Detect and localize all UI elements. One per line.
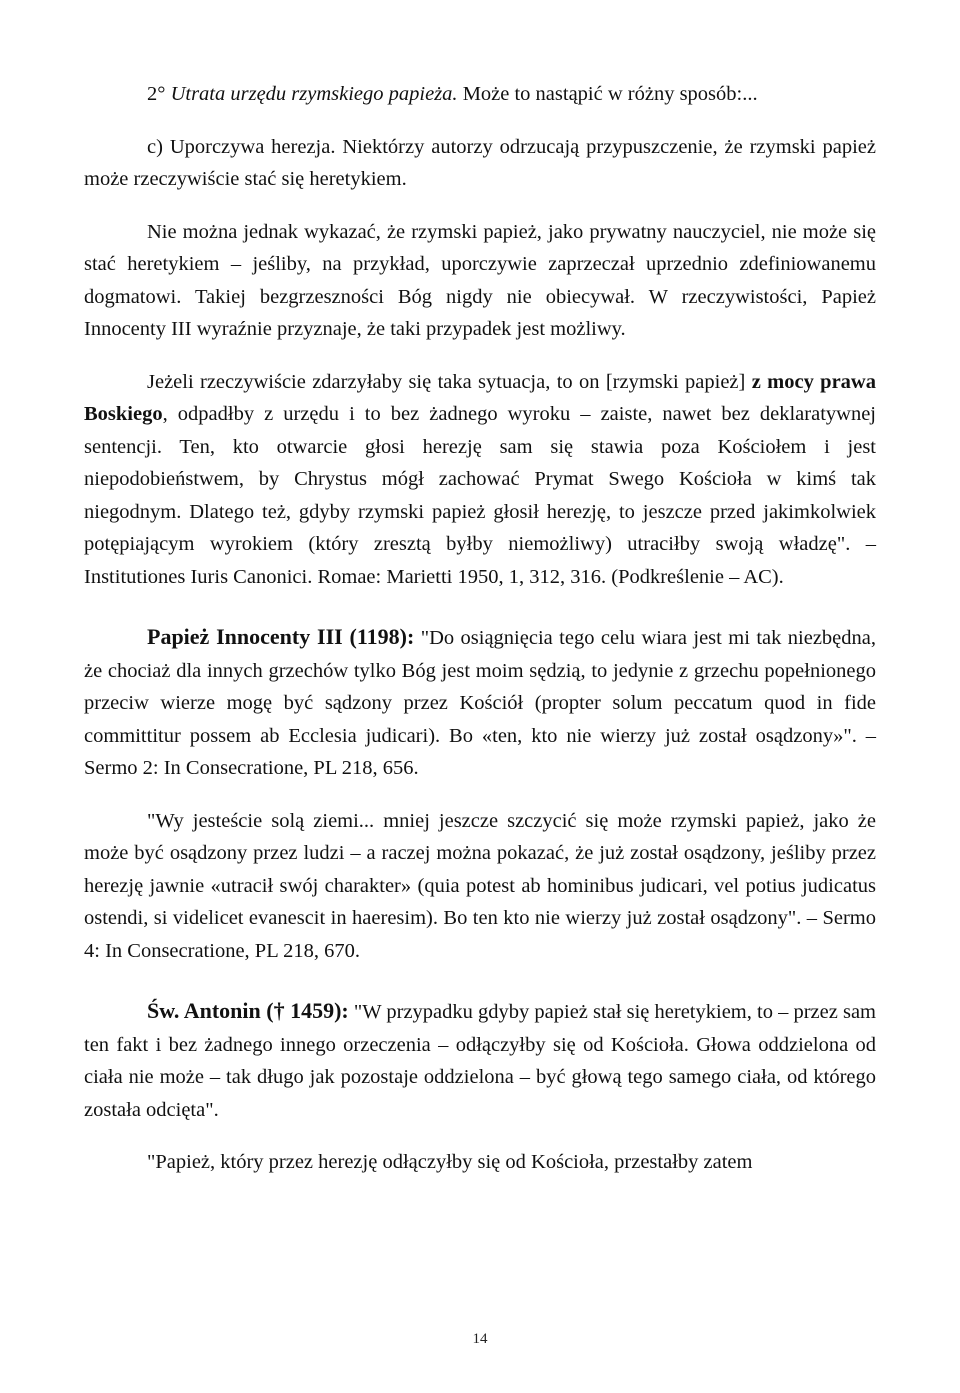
page-number: 14 — [472, 1331, 488, 1347]
paragraph-4 — [84, 366, 876, 594]
innocent-heading: Papież Innocenty III (1198): — [147, 624, 415, 649]
paragraph-1 — [84, 78, 876, 111]
paragraph-8: "Papież, który przez herezję odłączyłby się od Kościoła, przestałby zatem — [147, 1151, 753, 1173]
section-number: 2 — [147, 83, 158, 105]
paragraph-4-text-a: Jeżeli rzeczywiście zdarzyłaby się taka sytuacja, to on [rzymski papież] — [147, 370, 752, 393]
antonin-heading: Św. Antonin († 1459): — [147, 998, 349, 1023]
paragraph-6: "Wy jesteście solą ziemi... mniej jeszcze szczycić się może rzymski papież, jako że może być osądzony przez ludzi – a raczej można pokazać, że już został osądzony, jeśliby przez herezję jawnie «utracił swój charakter» (quia potest ab hominibus judicari, vel potius judicatus ostendi, si videlicet evanescit in haeresim). Bo ten kto nie wierzy już został osądzony". – Sermo 4: In Consecratione, PL 218, 670. — [84, 809, 876, 962]
paragraph-3: Nie można jednak wykazać, że rzymski papież, jako prywatny nauczyciel, nie może się stać heretykiem – jeśliby, na przykład, uporczywie zaprzeczał uprzednio zdefiniowanemu dogmatowi. Takiej bezgrzeszności Bóg nigdy nie obiecywał. W rzeczywistości, Papież Innocenty III wyraźnie przyznaje, że taki przypadek jest możliwy. — [84, 220, 876, 340]
paragraph-7 — [84, 995, 876, 1126]
paragraph-1-text: Może to nastąpić w różny sposób:... — [457, 83, 758, 105]
paragraph-4-bold: z mocy prawa Boskiego — [84, 370, 876, 425]
paragraph-7-text: "W przypadku gdyby papież stał się heretykiem, to – przez sam ten fakt i bez żadnego innego orzeczenia – odłączyłby się od Kościoła. Głowa oddzielona od ciała nie może – tak długo jak pozostaje oddzielona – być głową tego samego ciała, od którego została odcięta". — [84, 1001, 876, 1121]
section-title: Utrata urzędu rzymskiego papieża. — [170, 83, 458, 105]
paragraph-5 — [84, 621, 876, 785]
paragraph-2: c) Uporczywa herezja. Niektórzy autorzy odrzucają przypuszczenie, że rzymski papież może rzeczywiście stać się heretykiem. — [84, 135, 876, 190]
degree-mark: ° — [157, 83, 166, 105]
paragraph-4-text-b: , odpadłby z urzędu i to bez żadnego wyroku – zaiste, nawet bez deklaratywnej sentencji. Ten, kto otwarcie głosi herezję sam się stawia poza Kościołem i jest niepodobieństwem, by Chrystus mógł zachować Prymat Swego Kościoła w kimś tak niegodnym. Dlatego też, gdyby rzymski papież głosił herezję, to jeszcze przed jakimkolwiek potępiającym wyrokiem (który zresztą byłby niemożliwy) utraciłby swoją władzę". – Institutiones Iuris Canonici. Romae: Marietti 1950, 1, 312, 316. (Podkreślenie – AC). — [84, 403, 876, 588]
page-content — [84, 78, 876, 1179]
paragraph-5-text: "Do osiągnięcia tego celu wiara jest mi tak niezbędna, że chociaż dla innych grzechów tylko Bóg jest moim sędzią, to jedynie z grzechu popełnionego przeciw wierze mogę być sądzony przez Kościół (propter solum peccatum quod in fide committitur possem ab Ecclesia judicari). Bo «ten, kto nie wierzy już został osądzony»". – Sermo 2: In Consecratione, PL 218, 656. — [84, 627, 877, 779]
